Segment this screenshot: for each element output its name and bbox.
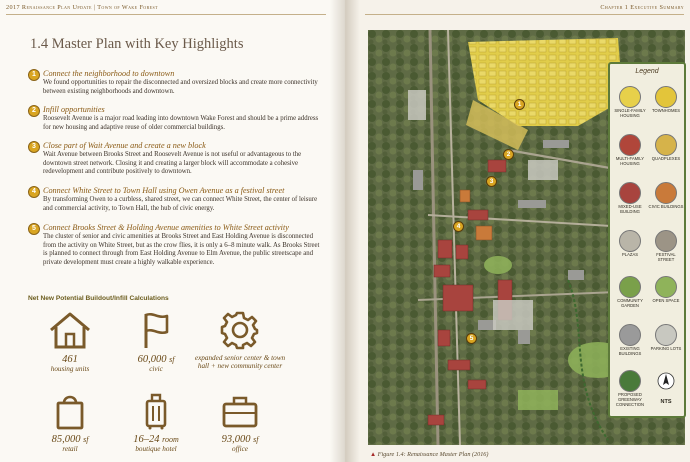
highlight-body: The cluster of senior and civic amenities at Brooks Street and East Holding Avenue is disconnected from the activity on White Street, but as the crow flies, it is only a 6–8 minute walk. As Brooks Street is planned to connect through from East Holding Avenue to Elm Avenue, the public streetscape and private development must create a highly walkable experience. [43, 233, 320, 267]
stat-retail [24, 392, 116, 453]
stat-value-row [194, 434, 286, 445]
header-rule [6, 14, 326, 15]
stat-hotel [110, 392, 202, 453]
calculations-heading: Net New Potential Buildout/Infill Calculations [28, 295, 169, 302]
stat-unit: sf [253, 435, 259, 444]
legend-item [612, 182, 648, 215]
legend-item [612, 230, 648, 258]
parking-lots-swatch [655, 324, 677, 346]
legend-title: Legend [635, 68, 659, 75]
highlight-title: Close part of Wait Avenue and create a new block [43, 141, 206, 150]
stat-value-row [110, 434, 202, 445]
legend-item [612, 370, 648, 407]
legend-item [648, 134, 684, 162]
shopping-bag-icon [47, 392, 93, 430]
stat-unit: room [162, 435, 179, 444]
legend-item [648, 86, 684, 114]
map-legend [608, 62, 686, 418]
legend-item [612, 86, 648, 119]
legend-label: EXISTING BUILDINGS [618, 346, 642, 356]
legend-item [612, 276, 648, 309]
legend-label: PLAZAS [621, 252, 639, 257]
book-gutter [330, 0, 360, 462]
stat-value: 60,000 [137, 354, 167, 365]
luggage-icon [133, 392, 179, 430]
map-marker: 4 [453, 221, 464, 232]
civic-swatch [655, 182, 677, 204]
stat-unit: sf [83, 435, 89, 444]
highlight-title: Connect Brooks Street & Holding Avenue amenities to White Street activity [43, 223, 289, 232]
caption-text: Figure 1.4: Renaissance Master Plan (2016) [377, 451, 489, 458]
legend-item [648, 324, 684, 352]
legend-label: COMMUNITY GARDEN [617, 298, 643, 308]
map-marker: 3 [486, 176, 497, 187]
house-icon [47, 310, 93, 350]
highlight-body: We found opportunities to repair the disconnected and oversized blocks and create more connectivity between existing neighborhoods and downtown. [43, 79, 318, 95]
stat-office [194, 392, 286, 453]
legend-label: MIXED-USE BUILDING [618, 204, 642, 214]
legend-label: TOWNHOMES [651, 108, 681, 113]
legend-item [648, 182, 684, 210]
flag-icon [133, 310, 179, 350]
legend-item [612, 324, 648, 357]
briefcase-icon [217, 392, 263, 430]
single-family-swatch [619, 86, 641, 108]
map-marker: 2 [503, 149, 514, 160]
legend-label: PARKING LOTS [650, 346, 682, 351]
multi-family-swatch [619, 134, 641, 156]
running-head-left: 2017 Renaissance Plan Update | Town of Wake Forest [6, 4, 158, 11]
map-marker: 1 [514, 99, 525, 110]
running-head-right: Chapter 1 Executive Summary [600, 4, 684, 11]
legend-label: SINGLE-FAMILY HOUSING [614, 108, 646, 118]
stat-label: expanded senior center & town hall + new community center [194, 354, 286, 370]
number-badge: 2 [28, 105, 40, 117]
highlight-title: Connect the neighborhood to downtown [43, 69, 175, 78]
highlight-body: By transforming Owen to a curbless, shared street, we can connect White Street, the center of leisure and commercial activity, to Town Hall, the hub of civic energy. [43, 196, 318, 212]
highlight-body: Wait Avenue between Brooks Street and Roosevelt Avenue is not useful or advantageous to the downtown street network. Closing it and creating a larger block will accommodate a cohesive redevelopment and contribute positively to downtown. [43, 151, 302, 176]
open-space-swatch [655, 276, 677, 298]
number-badge: 4 [28, 186, 40, 198]
stat-label: civic [149, 365, 163, 373]
stat-label: retail [62, 445, 78, 453]
festival-street-swatch [655, 230, 677, 252]
legend-label: QUADPLEXES [651, 156, 681, 161]
stat-label: boutique hotel [135, 445, 177, 453]
quadplexes-swatch [655, 134, 677, 156]
highlight-body: Roosevelt Avenue is a major road leading into downtown Wake Forest and should be a prime address for new housing and adaptive reuse of older commercial buildings. [43, 115, 319, 131]
stat-value: 85,000 [51, 434, 81, 445]
existing-buildings-swatch [619, 324, 641, 346]
figure-caption [370, 451, 488, 458]
stat-value-row [110, 354, 202, 365]
mixed-use-swatch [619, 182, 641, 204]
stat-value: 461 [62, 354, 78, 365]
header-rule [365, 14, 684, 15]
stat-community [190, 310, 290, 370]
number-badge: 1 [28, 69, 40, 81]
stat-value: 16–24 [133, 434, 160, 445]
number-badge: 3 [28, 141, 40, 153]
highlight-title: Infill opportunities [43, 105, 105, 114]
plazas-swatch [619, 230, 641, 252]
number-badge: 5 [28, 223, 40, 235]
stat-housing [24, 310, 116, 373]
legend-item [612, 134, 648, 167]
legend-item [648, 230, 684, 263]
legend-label: MULTI-FAMILY HOUSING [615, 156, 645, 166]
legend-item [648, 276, 684, 304]
north-arrow-icon [657, 372, 675, 390]
legend-label: FESTIVAL STREET [656, 252, 676, 262]
townhomes-swatch [655, 86, 677, 108]
legend-item [648, 372, 684, 408]
stat-civic [110, 310, 202, 373]
stat-value: 93,000 [221, 434, 251, 445]
gear-icon [217, 310, 263, 350]
legend-label: CIVIC BUILDINGS [648, 204, 684, 209]
greenway-swatch [619, 370, 641, 392]
stat-label: housing units [50, 365, 90, 373]
highlight-title: Connect White Street to Town Hall using Owen Avenue as a festival street [43, 186, 285, 195]
stat-value-row [24, 434, 116, 445]
nts-label: NTS [660, 399, 672, 405]
legend-label: PROPOSED GREENWAY CONNECTION [615, 392, 645, 407]
community-garden-swatch [619, 276, 641, 298]
section-title: 1.4 Master Plan with Key Highlights [30, 36, 244, 52]
stat-unit: sf [169, 355, 175, 364]
stat-label: office [232, 445, 248, 453]
map-marker: 5 [466, 333, 477, 344]
caption-marker: ▲ [370, 451, 377, 458]
legend-label: OPEN SPACE [652, 298, 680, 303]
